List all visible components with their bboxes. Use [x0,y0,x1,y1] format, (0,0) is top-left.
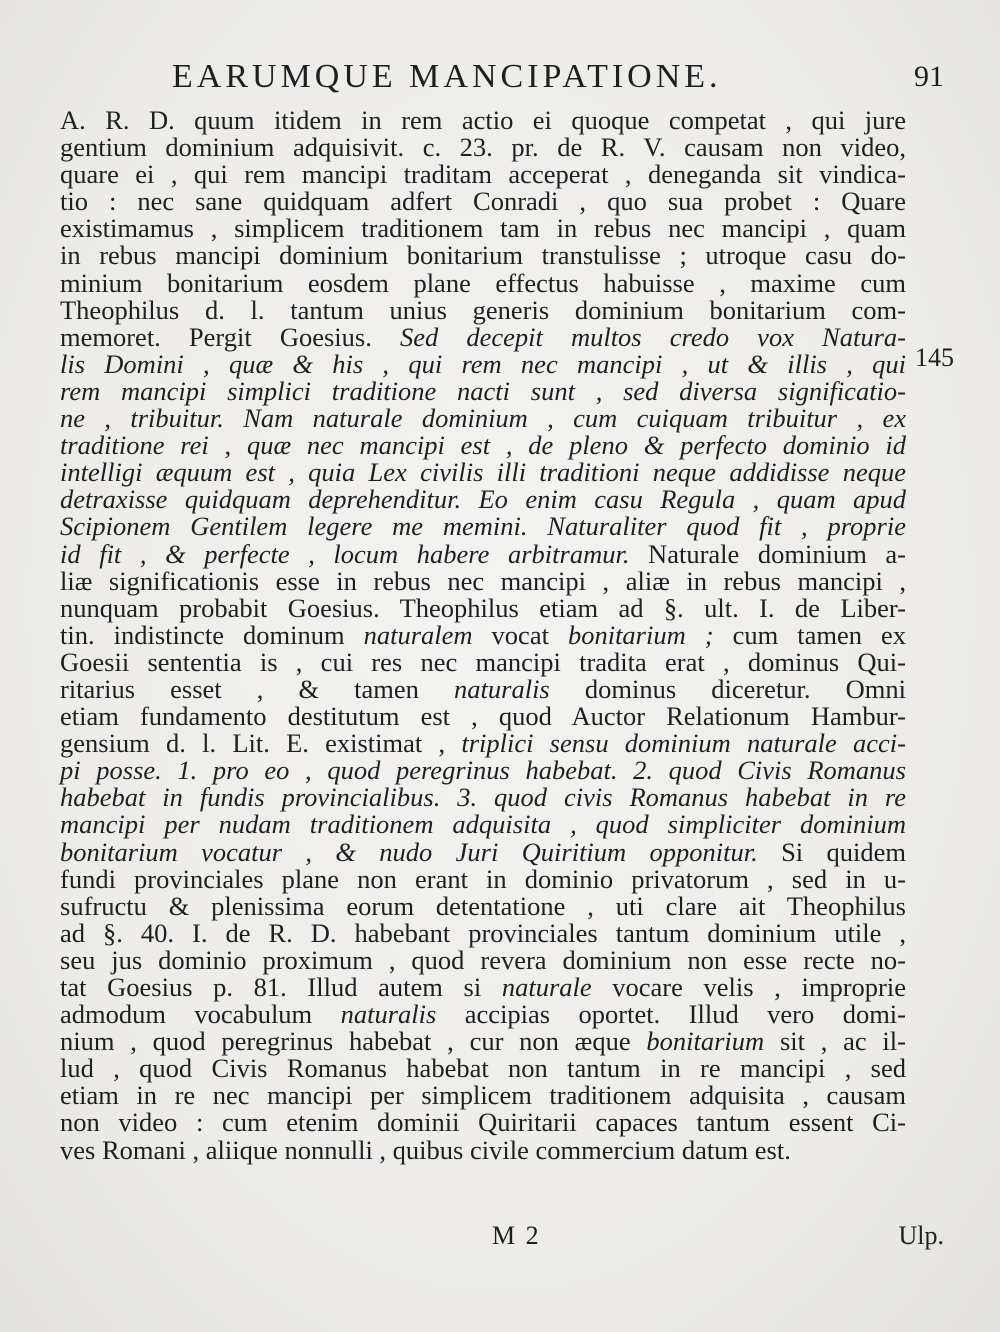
text-segment: ves Romani , aliique nonnulli , quibus civile commercium datum est. [60,1134,791,1165]
text-line [60,1134,906,1165]
text-line [60,1055,906,1082]
italic-text-segment: rem mancipi simplici traditione nacti sunt , sed diversa significatio- [60,375,906,406]
italic-text-segment: naturalis [340,999,437,1030]
text-line [60,836,906,867]
text-line [60,538,906,569]
text-line [60,863,906,894]
text-segment: gensium d. l. Lit. E. existimat , [60,728,462,759]
text-line [60,730,906,757]
text-segment: ad §. 40. I. de R. D. habebant provinciales tantum dominium utile , [60,917,906,948]
italic-text-segment: Sed decepit multos credo vox Natura- [399,321,906,352]
italic-text-segment: lis Domini , quæ & his , qui rem nec mancipi , ut & illis , qui [60,348,906,379]
text-segment: Goesii sententia is , cui res nec mancipi tradita erat , dominus Qui- [60,646,906,677]
italic-text-segment: bonitarium ; [567,619,714,650]
text-segment: accipias oportet. Illud vero domi- [436,999,906,1030]
text-segment: tat Goesius p. 81. Illud autem si [60,972,502,1002]
text-segment: sit , ac il- [764,1026,906,1057]
text-line [60,321,906,352]
text-line [60,565,906,596]
text-segment: nium , quod peregrinus habebat , cur non æque [60,1026,647,1057]
text-segment: etiam fundamento destitutum est , quod Auctor Relationum Hambur- [60,701,906,732]
italic-text-segment: Scipionem Gentilem legere me memini. Naturaliter quod fit , proprie [60,511,906,542]
body-text [60,107,906,1164]
text-segment: nunquam probabit Goesius. Theophilus etiam ad §. ult. I. de Liber- [60,592,906,623]
italic-text-segment: id fit , & perfecte , locum habere arbitramur. [60,538,630,569]
text-segment: vocat [472,619,568,650]
text-line [60,1082,906,1109]
text-line [60,294,906,325]
text-line [60,513,906,540]
margin-reference-number: 145 [915,343,954,372]
text-segment: Theophilus d. l. tantum unius generis dominium bonitarium com- [60,294,906,325]
text-segment: sufructu & plenissima eorum detentatione , uti clare ait Theophilus [60,890,906,921]
text-segment: seu jus dominio proximum , quod revera dominium non esse recte no- [60,944,906,975]
text-segment: cum tamen ex [713,619,906,650]
text-segment: in rebus mancipi dominium bonitarium transtulisse ; utroque casu do- [60,240,906,271]
text-segment: admodum vocabulum [60,999,341,1030]
text-segment: vocare velis , improprie [591,972,906,1002]
text-line [60,375,906,406]
italic-text-segment: pi posse. 1. pro eo , quod peregrinus habebat. 2. quod Civis Romanus [60,755,906,786]
text-segment: etiam in re nec mancipi per simplicem traditionem adquisita , causam [60,1080,906,1111]
italic-text-segment: bonitarium vocatur , & nudo Juri Quiritium opponitur. [60,836,758,867]
text-line [60,432,906,459]
italic-text-segment: detraxisse quidquam deprehenditur. Eo enim casu Regula , quam apud [60,484,906,515]
text-segment: tio : nec sane quidquam adfert Conradi , quo sua probet : Quare [60,186,906,217]
text-segment: gentium dominium adquisivit. c. 23. pr. de R. V. causam non video, [60,132,906,163]
italic-text-segment: naturalis [454,673,550,704]
text-line [60,486,906,513]
text-segment: Naturale dominium a- [629,538,906,569]
text-segment: minium bonitarium eosdem plane effectus habuisse , maxime cum [60,267,906,298]
text-line [60,188,906,215]
text-line [60,348,906,379]
text-segment: non video : cum etenim dominii Quiritarii capaces tantum essent Ci- [60,1107,906,1138]
catchword: Ulp. [898,1221,944,1250]
text-line [60,1028,906,1055]
text-line [60,459,906,486]
text-line [60,646,906,677]
text-line [60,215,906,242]
text-line [60,673,906,704]
text-line [60,134,906,161]
text-line [60,917,906,948]
text-line [60,811,906,838]
italic-text-segment: ne , tribuitur. Nam naturale dominium , cum cuiquam tribuitur , ex [60,403,906,434]
page-header [60,58,944,102]
text-line [60,267,906,298]
italic-text-segment: intelligi æquum est , quia Lex civilis illi traditioni neque addidisse neque [60,457,906,488]
text-line [60,242,906,269]
italic-text-segment: naturale [501,972,592,1002]
text-line [60,1001,906,1028]
running-title: EARUMQUE MANCIPATIONE. [172,58,722,95]
text-line [60,890,906,921]
text-line [60,784,906,811]
italic-text-segment: mancipi per nudam traditionem adquisita , quod simpliciter dominium [60,809,906,840]
text-line [60,592,906,623]
italic-text-segment: habebat in fundis provincialibus. 3. quod civis Romanus habebat in re [60,782,906,813]
page-footer [60,1221,944,1251]
text-line [60,619,906,650]
text-line [60,405,906,432]
signature-mark: M 2 [492,1221,541,1250]
text-line [60,974,906,1001]
text-line [60,1109,906,1136]
text-segment: lud , quod Civis Romanus habebat non tantum in re mancipi , sed [60,1053,906,1084]
text-segment: ritarius esset , & tamen [60,673,455,704]
text-line [60,703,906,730]
text-segment: existimamus , simplicem traditionem tam in rebus nec mancipi , quam [60,213,906,244]
text-segment: Si quidem [757,836,906,867]
italic-text-segment: naturalem [363,619,473,650]
text-line [60,161,906,188]
text-line [60,107,906,134]
text-segment: dominus diceretur. Omni [549,673,906,704]
page-number: 91 [914,60,944,93]
text-segment: memoret. Pergit Goesius. [60,321,400,352]
text-segment: tin. indistincte dominum [60,619,364,650]
italic-text-segment: bonitarium [646,1026,765,1057]
text-line [60,944,906,975]
italic-text-segment: traditione rei , quæ nec mancipi est , de pleno & perfecto dominio id [60,430,906,461]
text-segment: liæ significationis esse in rebus nec mancipi , aliæ in rebus mancipi , [60,565,906,596]
italic-text-segment: triplici sensu dominium naturale acci- [461,728,906,759]
text-segment: A. R. D. quum itidem in rem actio ei quoque competat , qui jure [60,105,906,135]
text-segment: fundi provinciales plane non erant in dominio privatorum , sed in u- [60,863,906,894]
text-line [60,757,906,784]
text-segment: quare ei , qui rem mancipi traditam acceperat , deneganda sit vindica- [60,159,906,190]
